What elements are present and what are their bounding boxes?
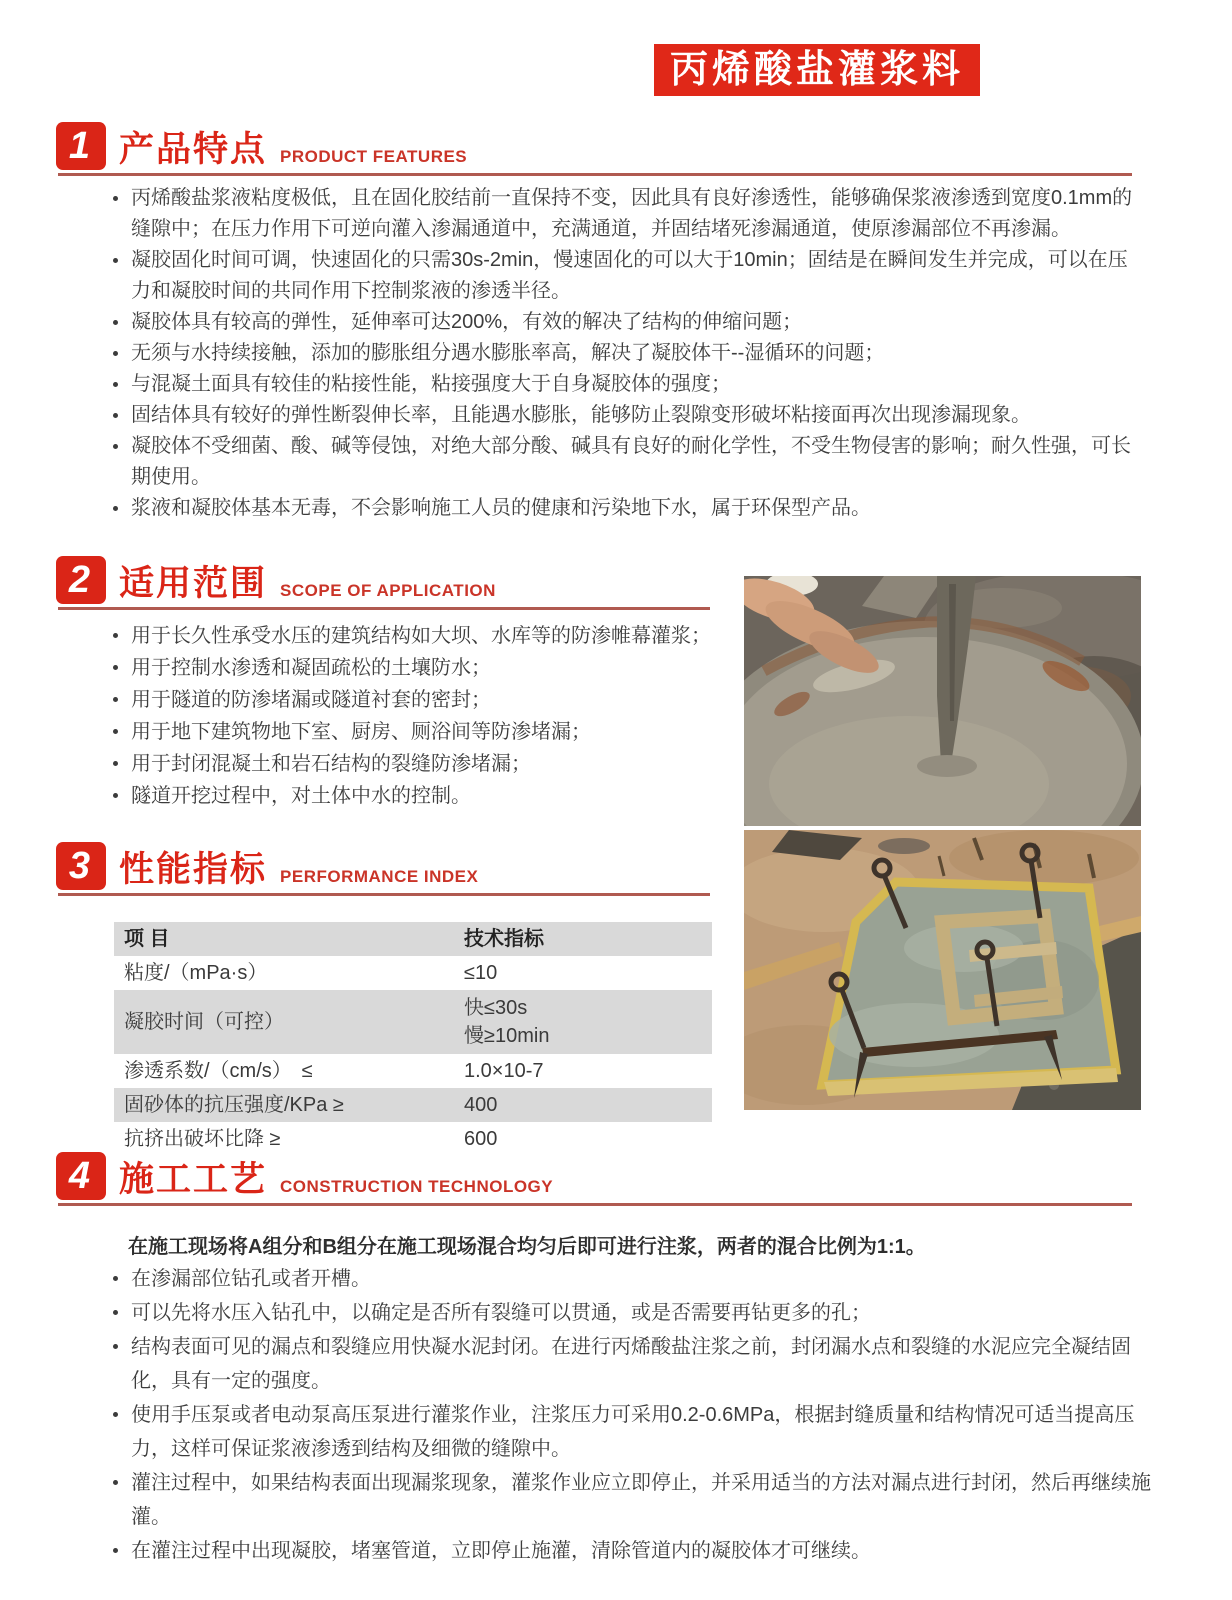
list-item [104,183,1144,245]
list-item [104,1466,1162,1534]
list-item [104,307,1144,338]
grout-mixing-photo [744,576,1141,826]
table-header-row [114,922,712,956]
list-item-text: 用于封闭混凝土和岩石结构的裂缝防渗堵漏； [131,753,531,775]
table-cell-value: 400 [464,1094,498,1116]
section-1-number-badge: 1 [56,122,106,170]
bullet-icon [113,1548,118,1553]
section-1-rule [58,173,1132,176]
product-title-banner: 丙烯酸盐灌浆料 [654,44,980,96]
section-3-title: 性能指标 [119,850,268,889]
section-3-header [56,840,478,890]
bullet-icon [113,413,118,418]
performance-index-table [114,922,712,1156]
list-item-text: 在灌注过程中出现凝胶，堵塞管道，立即停止施灌，清除管道内的凝胶体才可继续。 [131,1540,871,1562]
section-2-title: 适用范围 [119,564,268,603]
list-item-text: 用于控制水渗透和凝固疏松的土壤防水； [131,657,491,679]
section-2-subtitle: SCOPE OF APPLICATION [280,581,496,600]
list-item-text: 灌注过程中，如果结构表面出现漏浆现象，灌浆作业应立即停止，并采用适当的方法对漏点进行封闭，然后再继续施灌。 [131,1472,1151,1528]
section-1-subtitle: PRODUCT FEATURES [280,147,468,166]
list-item [104,748,718,780]
list-item [104,620,718,652]
bullet-icon [113,258,118,263]
bullet-icon [113,444,118,449]
formwork-grouting-illustration [744,830,1141,1110]
bullet-icon [113,351,118,356]
list-item-text: 用于长久性承受水压的建筑结构如大坝、水库等的防渗帷幕灌浆； [131,625,711,647]
list-item-text: 结构表面可见的漏点和裂缝应用快凝水泥封闭。在进行丙烯酸盐注浆之前，封闭漏水点和裂缝的水泥应完全凝结固化，具有一定的强度。 [131,1336,1131,1392]
table-row [114,990,712,1054]
list-item-text: 可以先将水压入钻孔中，以确定是否所有裂缝可以贯通，或是否需要再钻更多的孔； [131,1302,871,1324]
section-4-header [56,1150,553,1200]
section-1-header [56,120,467,170]
value-line: 慢≥10min [464,1025,550,1047]
section-2-number-badge: 2 [56,556,106,604]
bullet-icon [113,793,118,798]
section-4-subtitle: CONSTRUCTION TECHNOLOGY [280,1177,554,1196]
table-cell-item: 凝胶时间（可控） [124,1011,284,1033]
table-header-item: 项 目 [124,928,170,950]
table-row [114,1088,712,1122]
list-item [104,684,718,716]
list-item-text: 凝胶固化时间可调，快速固化的只需30s-2min，慢速固化的可以大于10min；固结是在瞬间发生并完成，可以在压力和凝胶时间的共同作用下控制浆液的渗透半径。 [131,249,1128,302]
table-row [114,956,712,990]
bullet-icon [113,320,118,325]
section-4-number-badge: 4 [56,1152,106,1200]
table-row [114,1054,712,1088]
list-item-text: 与混凝土面具有较佳的粘接性能，粘接强度大于自身凝胶体的强度； [131,373,731,395]
list-item-text: 固结体具有较好的弹性断裂伸长率，且能遇水膨胀，能够防止裂隙变形破坏粘接面再次出现渗漏现象。 [131,404,1031,426]
list-item [104,493,1144,524]
construction-intro: 在施工现场将A组分和B组分在施工现场混合均匀后即可进行注浆，两者的混合比例为1:1。 [128,1236,926,1258]
list-item-text: 使用手压泵或者电动泵高压泵进行灌浆作业，注浆压力可采用0.2-0.6MPa，根据封缝质量和结构情况可适当提高压力，这样可保证浆液渗透到结构及细微的缝隙中。 [131,1404,1135,1460]
bullet-icon [113,1480,118,1485]
list-item-text: 隧道开挖过程中，对土体中水的控制。 [131,785,471,807]
product-features-list [104,183,1144,524]
section-4-title: 施工工艺 [119,1160,268,1199]
bullet-icon [113,729,118,734]
bullet-icon [113,382,118,387]
section-3-rule [58,893,710,896]
section-2-rule [58,607,710,610]
bullet-icon [113,697,118,702]
list-item-text: 在渗漏部位钻孔或者开槽。 [131,1268,371,1290]
section-1-title: 产品特点 [119,130,268,169]
section-3-number-badge: 3 [56,842,106,890]
bullet-icon [113,633,118,638]
list-item [104,780,718,812]
section-2-header [56,554,496,604]
list-item-text: 凝胶体不受细菌、酸、碱等侵蚀，对绝大部分酸、碱具有良好的耐化学性，不受生物侵害的影响；耐久性强，可长期使用。 [131,435,1131,488]
list-item [104,369,1144,400]
list-item [104,1398,1162,1466]
bullet-icon [113,506,118,511]
table-cell-item: 固砂体的抗压强度/KPa ≥ [124,1094,344,1116]
bullet-icon [113,761,118,766]
bullet-icon [113,665,118,670]
list-item [104,716,718,748]
list-item [104,245,1144,307]
list-item-text: 用于地下建筑物地下室、厨房、厕浴间等防渗堵漏； [131,721,591,743]
application-scope-list [104,620,718,812]
list-item [104,431,1144,493]
list-item [104,652,718,684]
list-item-text: 凝胶体具有较高的弹性，延伸率可达200%，有效的解决了结构的伸缩问题； [131,311,803,333]
table-cell-item: 粘度/（mPa·s） [124,962,268,984]
section-4-rule [58,1203,1132,1206]
list-item-text: 浆液和凝胶体基本无毒，不会影响施工人员的健康和污染地下水，属于环保型产品。 [131,497,871,519]
table-cell-value: 600 [464,1128,498,1150]
table-cell-value [454,990,712,1054]
grout-mixing-illustration [744,576,1141,826]
bullet-icon [113,1344,118,1349]
section-3-subtitle: PERFORMANCE INDEX [280,867,479,886]
list-item [104,400,1144,431]
list-item [104,1330,1162,1398]
list-item-text: 无须与水持续接触，添加的膨胀组分遇水膨胀率高，解决了凝胶体干--湿循环的问题； [131,342,885,364]
list-item [104,338,1144,369]
bullet-icon [113,1310,118,1315]
list-item [104,1296,1162,1330]
table-header-value: 技术指标 [464,928,544,950]
list-item-text: 丙烯酸盐浆液粘度极低，且在固化胶结前一直保持不变，因此具有良好渗透性，能够确保浆液渗透到宽度0.1mm的缝隙中；在压力作用下可逆向灌入渗漏通道中，充满通道，并固结堵死渗漏通道，使原渗漏部位不再渗漏。 [131,187,1133,240]
list-item [104,1262,1162,1296]
table-cell-value: 1.0×10-7 [464,1060,544,1082]
table-cell-item: 渗透系数/（cm/s） ≤ [124,1060,313,1082]
bullet-icon [113,196,118,201]
table-cell-item: 抗挤出破坏比降 ≥ [124,1128,281,1150]
bullet-icon [113,1276,118,1281]
value-line: 快≤30s [464,997,528,1019]
formwork-grouting-photo [744,830,1141,1110]
bullet-icon [113,1412,118,1417]
table-cell-value: ≤10 [464,962,498,984]
list-item [104,1534,1162,1568]
list-item-text: 用于隧道的防渗堵漏或隧道衬套的密封； [131,689,491,711]
construction-steps-list [104,1262,1162,1568]
